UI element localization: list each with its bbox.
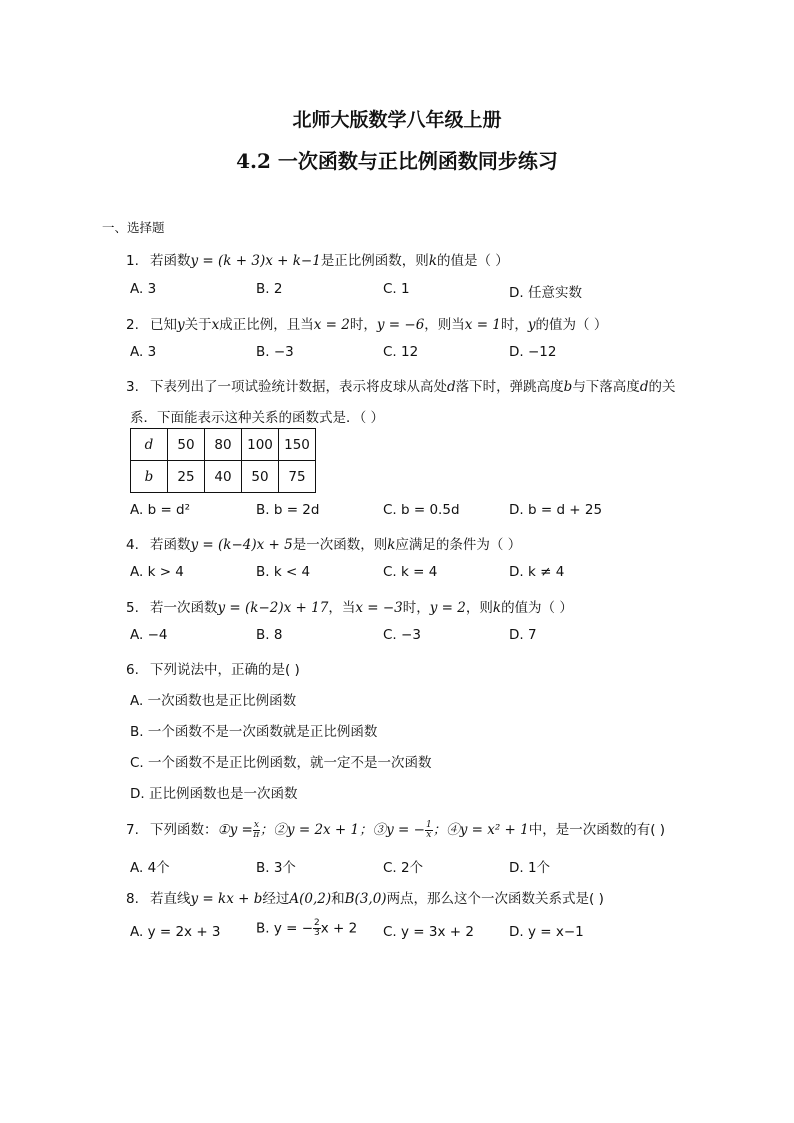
table-cell: 50 <box>168 429 205 461</box>
q5-option-b[interactable]: B. 8 <box>256 627 283 643</box>
fraction: $\frac{1}{x}$ <box>425 819 432 840</box>
data-table <box>130 428 316 493</box>
table-row <box>131 461 316 493</box>
table-cell: 100 <box>242 429 279 461</box>
q6-option-d[interactable]: D. 正比例函数也是一次函数 <box>130 786 298 802</box>
question-8: 8. 若直线y = kx + b经过A(0,2)和B(3,0)两点，那么这个一次函数关系式是( ) <box>126 891 604 907</box>
table-cell: b <box>131 461 168 493</box>
question-2: 2. 已知y关于x成正比例，且当x = 2时，y = −6，则当x = 1时，y的值为（ ） <box>126 317 608 333</box>
q8-option-b[interactable]: B. y = − $\frac{2}{3}$ x + 2 <box>256 918 358 938</box>
q2-option-b[interactable]: B. −3 <box>256 344 294 360</box>
table-cell: d <box>131 429 168 461</box>
q4-option-b[interactable]: B. k < 4 <box>256 564 311 580</box>
q1-option-d[interactable]: D. 任意实数 <box>509 285 582 301</box>
table-cell: 25 <box>168 461 205 493</box>
table-cell: 80 <box>205 429 242 461</box>
fraction: $\frac{x}{\pi}$ <box>253 819 260 840</box>
section-heading: 一、选择题 <box>102 220 165 235</box>
q5-option-a[interactable]: A. −4 <box>130 627 168 643</box>
q6-option-c[interactable]: C. 一个函数不是正比例函数，就一定不是一次函数 <box>130 755 432 771</box>
q5-option-d[interactable]: D. 7 <box>509 627 537 643</box>
q1-option-c[interactable]: C. 1 <box>383 281 410 297</box>
question-6: 6. 下列说法中，正确的是( ) <box>126 662 300 678</box>
table-cell: 150 <box>279 429 316 461</box>
q8-option-d[interactable]: D. y = x−1 <box>509 924 584 940</box>
fraction: $\frac{2}{3}$ <box>314 918 320 938</box>
q6-option-b[interactable]: B. 一个函数不是一次函数就是正比例函数 <box>130 724 378 740</box>
q5-option-c[interactable]: C. −3 <box>383 627 421 643</box>
q7-option-c[interactable]: C. 2个 <box>383 860 424 876</box>
q8-option-c[interactable]: C. y = 3x + 2 <box>383 924 474 940</box>
q7-option-a[interactable]: A. 4个 <box>130 860 170 876</box>
q2-option-a[interactable]: A. 3 <box>130 344 157 360</box>
question-4: 4. 若函数y = (k−4)x + 5是一次函数，则k应满足的条件为（ ） <box>126 537 522 553</box>
q8-option-a[interactable]: A. y = 2x + 3 <box>130 924 221 940</box>
q1-option-b[interactable]: B. 2 <box>256 281 283 297</box>
q2-option-c[interactable]: C. 12 <box>383 344 419 360</box>
q2-option-d[interactable]: D. −12 <box>509 344 557 360</box>
table-row <box>131 429 316 461</box>
q4-option-d[interactable]: D. k ≠ 4 <box>509 564 565 580</box>
q6-option-a[interactable]: A. 一次函数也是正比例函数 <box>130 693 297 709</box>
question-3-line-1: 3. 下表列出了一项试验统计数据，表示将皮球从高处d落下时，弹跳高度b与下落高度d的关 <box>126 379 676 395</box>
question-1: 1. 若函数y = (k + 3)x + k−1是正比例函数，则k的值是（ ） <box>126 253 509 269</box>
question-5: 5. 若一次函数y = (k−2)x + 17，当x = −3时，y = 2，则k的值为（ ） <box>126 600 573 616</box>
q1-option-a[interactable]: A. 3 <box>130 281 157 297</box>
table-cell: 40 <box>205 461 242 493</box>
page-subtitle: 4.2 一次函数与正比例函数同步练习 <box>236 149 558 173</box>
q4-option-c[interactable]: C. k = 4 <box>383 564 438 580</box>
q4-option-a[interactable]: A. k > 4 <box>130 564 184 580</box>
question-7: 7. 下列函数：①y = $\frac{x}{\pi}$ ；②y = 2x + 1；③y = − $\frac{1}{x}$ ；④y = x² + 1中，是一次函数的有( ) <box>126 819 666 840</box>
table-cell: 75 <box>279 461 316 493</box>
q3-option-c[interactable]: C. b = 0.5d <box>383 502 460 518</box>
q3-option-b[interactable]: B. b = 2d <box>256 502 320 518</box>
table-cell: 50 <box>242 461 279 493</box>
question-3-line-2: 系．下面能表示这种关系的函数式是．（ ） <box>130 410 385 426</box>
q7-option-b[interactable]: B. 3个 <box>256 860 296 876</box>
page-title: 北师大版数学八年级上册 <box>292 109 502 131</box>
q3-option-d[interactable]: D. b = d + 25 <box>509 502 603 518</box>
q7-option-d[interactable]: D. 1个 <box>509 860 551 876</box>
q3-option-a[interactable]: A. b = d² <box>130 502 191 518</box>
